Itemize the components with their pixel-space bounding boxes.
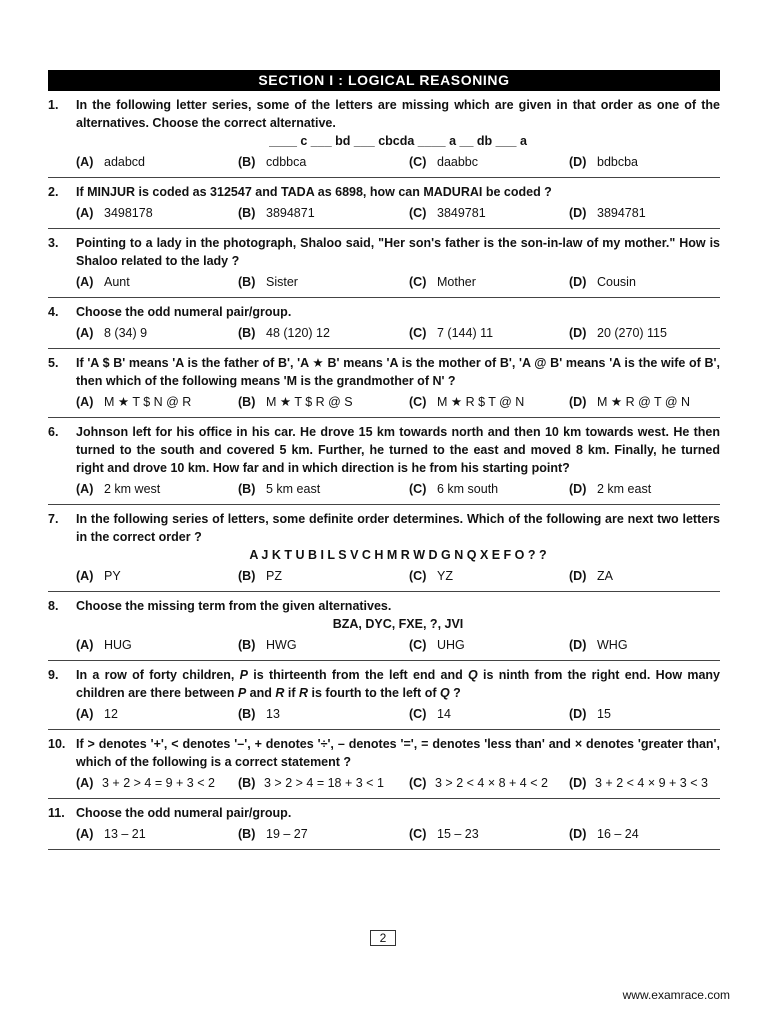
question-number: 3. [48, 236, 59, 250]
option-a[interactable]: (A) 3 + 2 > 4 = 9 + 3 < 2 [76, 776, 215, 790]
option-c[interactable]: (C) UHG [409, 638, 465, 652]
option-b[interactable]: (B) PZ [238, 569, 282, 583]
question-11 [48, 799, 720, 850]
options [48, 637, 720, 654]
option-c[interactable]: (C) 7 (144) 11 [409, 326, 494, 340]
options [48, 775, 720, 792]
question-number: 4. [48, 305, 59, 319]
option-b[interactable]: (B) cdbbca [238, 155, 307, 169]
question-number: 6. [48, 425, 59, 439]
option-b[interactable]: (B) M ★ T $ R @ S [238, 395, 353, 409]
option-a[interactable]: (A) HUG [76, 638, 132, 652]
question-series: BZA, DYC, FXE, ?, JVI [332, 617, 464, 631]
question-text: Choose the odd numeral pair/group. [76, 305, 292, 319]
option-b[interactable]: (B) 48 (120) 12 [238, 326, 330, 340]
option-a[interactable]: (A) Aunt [76, 275, 130, 289]
question-text: Johnson left for his office in his car. He drove 15 km towards north and then 10 km towards west. He then turned to the south and covered 5 km. Further, he turned to the east and moved 8 km. Finally, he turned right and drove 10 km. How far and in which direction is he from his starting point? [76, 425, 720, 475]
question-number: 11. [48, 806, 65, 820]
question-9 [48, 661, 720, 730]
option-a[interactable]: (A) adabcd [76, 155, 146, 169]
question-text: If MINJUR is coded as 312547 and TADA as 6898, how can MADURAI be coded ? [76, 185, 552, 199]
question-8 [48, 592, 720, 661]
options [48, 568, 720, 585]
option-d[interactable]: (D) 3894781 [569, 206, 646, 220]
option-d[interactable]: (D) Cousin [569, 275, 636, 289]
question-series: A J K T U B I L S V C H M R W D G N Q X E F O ? ? [249, 548, 547, 562]
option-a[interactable]: (A) 8 (34) 9 [76, 326, 148, 340]
option-c[interactable]: (C) M ★ R $ T @ N [409, 395, 525, 409]
option-b[interactable]: (B) 3 > 2 > 4 = 18 + 3 < 1 [238, 776, 384, 790]
option-a[interactable]: (A) PY [76, 569, 121, 583]
options [48, 325, 720, 342]
option-a[interactable]: (A) M ★ T $ N @ R [76, 395, 192, 409]
question-text: In the following letter series, some of the letters are missing which are given in that order as one of the alternatives. Choose the correct alternative. [76, 98, 720, 130]
option-b[interactable]: (B) 19 – 27 [238, 827, 308, 841]
option-c[interactable]: (C) 6 km south [409, 482, 499, 496]
option-a[interactable]: (A) 2 km west [76, 482, 161, 496]
question-paper [48, 70, 720, 850]
question-text: Pointing to a lady in the photograph, Shaloo said, "Her son's father is the son-in-law of my mother." How is Shaloo related to the lady ? [76, 236, 720, 268]
option-c[interactable]: (C) 3849781 [409, 206, 486, 220]
option-b[interactable]: (B) 13 [238, 707, 280, 721]
question-text: If > denotes '+', < denotes '–', + denotes '÷', – denotes '=', = denotes 'less than' and × denotes 'greater than', which of the following is a correct statement ? [76, 737, 720, 769]
option-d[interactable]: (D) 16 – 24 [569, 827, 639, 841]
option-c[interactable]: (C) 3 > 2 < 4 × 8 + 4 < 2 [409, 776, 548, 790]
question-number: 2. [48, 185, 59, 199]
options [48, 274, 720, 291]
question-number: 8. [48, 599, 59, 613]
page-number: 2 [370, 930, 396, 946]
question-text: Choose the odd numeral pair/group. [76, 806, 292, 820]
question-number: 7. [48, 512, 59, 526]
option-b[interactable]: (B) 5 km east [238, 482, 321, 496]
option-a[interactable]: (A) 3498178 [76, 206, 153, 220]
options [48, 826, 720, 843]
option-d[interactable]: (D) bdbcba [569, 155, 639, 169]
question-3 [48, 229, 720, 298]
option-c[interactable]: (C) daabbc [409, 155, 479, 169]
option-b[interactable]: (B) 3894871 [238, 206, 315, 220]
options [48, 394, 720, 411]
question-1 [48, 91, 720, 178]
question-text: In a row of forty children, P is thirteenth from the left end and Q is ninth from the right end. How many children are there between P and R if R is fourth to the left of Q ? [76, 668, 720, 700]
option-c[interactable]: (C) YZ [409, 569, 453, 583]
question-number: 10. [48, 737, 66, 751]
section-title: SECTION I : LOGICAL REASONING [48, 70, 720, 91]
option-c[interactable]: (C) Mother [409, 275, 476, 289]
options [48, 481, 720, 498]
options [48, 154, 720, 171]
question-2 [48, 178, 720, 229]
option-d[interactable]: (D) 3 + 2 < 4 × 9 + 3 < 3 [569, 776, 708, 790]
question-series: ____ c ___ bd ___ cbcda ____ a __ db ___ a [269, 134, 527, 148]
option-d[interactable]: (D) 20 (270) 115 [569, 326, 667, 340]
footer-website: www.examrace.com [622, 988, 730, 1002]
option-d[interactable]: (D) 15 [569, 707, 611, 721]
option-a[interactable]: (A) 12 [76, 707, 118, 721]
option-d[interactable]: (D) ZA [569, 569, 613, 583]
question-number: 5. [48, 356, 59, 370]
question-text: If 'A $ B' means 'A is the father of B', 'A ★ B' means 'A is the mother of B', 'A @ B' means 'A is the wife of B', then which of the following means 'M is the grandmother of N' ? [76, 356, 720, 388]
question-number: 1. [48, 98, 59, 112]
option-a[interactable]: (A) 13 – 21 [76, 827, 146, 841]
question-7 [48, 505, 720, 592]
option-d[interactable]: (D) 2 km east [569, 482, 652, 496]
question-5 [48, 349, 720, 418]
question-10 [48, 730, 720, 799]
question-text: Choose the missing term from the given alternatives. [76, 599, 392, 613]
option-b[interactable]: (B) HWG [238, 638, 297, 652]
options [48, 205, 720, 222]
option-b[interactable]: (B) Sister [238, 275, 298, 289]
option-c[interactable]: (C) 14 [409, 707, 451, 721]
question-number: 9. [48, 668, 59, 682]
options [48, 706, 720, 723]
option-d[interactable]: (D) M ★ R @ T @ N [569, 395, 691, 409]
question-4 [48, 298, 720, 349]
question-6 [48, 418, 720, 505]
option-c[interactable]: (C) 15 – 23 [409, 827, 479, 841]
option-d[interactable]: (D) WHG [569, 638, 628, 652]
question-text: In the following series of letters, some definite order determines. Which of the following are next two letters in the correct order ? [76, 512, 720, 544]
